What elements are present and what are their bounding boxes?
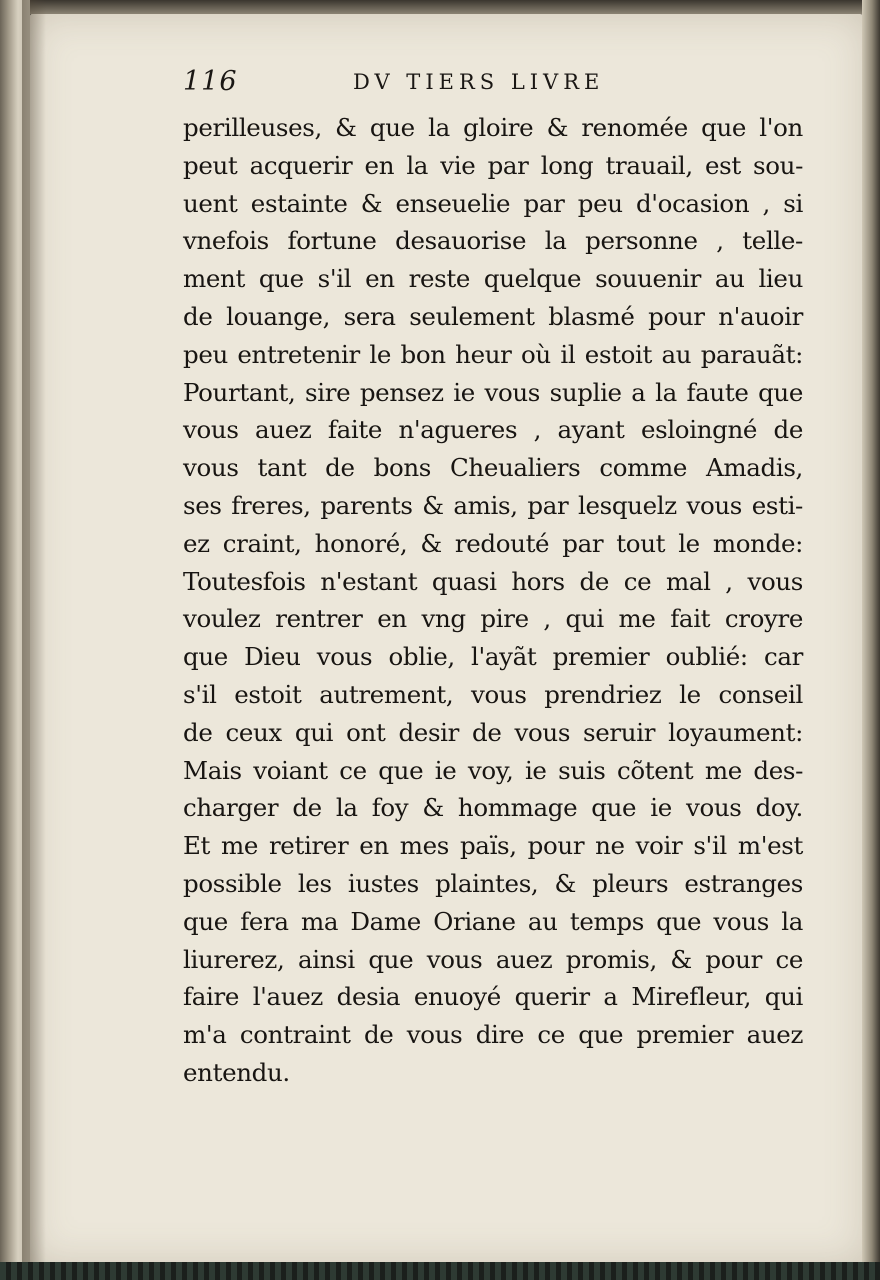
text-line: charger de la foy & hommage que ie vous doy.	[183, 793, 803, 823]
text-line: vous auez faite n'agueres , ayant esloingné de	[183, 415, 803, 445]
text-line: Pourtant, sire pensez ie vous suplie a la faute que	[183, 377, 803, 407]
text-line: m'a contraint de vous dire ce que premier auez	[183, 1020, 803, 1050]
text-line: peu entretenir le bon heur où il estoit au parauãt:	[183, 339, 803, 369]
text-line: ment que s'il en reste quelque souuenir au lieu	[183, 264, 803, 294]
running-head: DV TIERS LIVRE	[353, 70, 605, 94]
text-line: faire l'auez desia enuoyé querir a Mirefleur, qui	[183, 982, 803, 1012]
text-line: possible les iustes plaintes, & pleurs estranges	[183, 868, 803, 898]
text-line: uent estainte & enseuelie par peu d'ocasion , si	[183, 188, 803, 218]
text-line: s'il estoit autrement, vous prendriez le conseil	[183, 679, 803, 709]
text-line: ses freres, parents & amis, par lesquelz vous esti-	[183, 490, 803, 520]
text-line: ez craint, honoré, & redouté par tout le monde:	[183, 528, 803, 558]
page-header	[183, 66, 803, 102]
body-text	[183, 109, 803, 1092]
text-line: que Dieu vous oblie, l'ayãt premier oublié: car	[183, 642, 803, 672]
text-line: que fera ma Dame Oriane au temps que vous la	[183, 906, 803, 936]
text-line: peut acquerir en la vie par long trauail, est sou-	[183, 150, 803, 180]
page-fore-edge	[862, 0, 880, 1280]
text-line: de ceux qui ont desir de vous seruir loyaument:	[183, 717, 803, 747]
scan-bottom-border	[0, 1262, 880, 1280]
page-number: 116	[183, 66, 238, 97]
text-line: liurerez, ainsi que vous auez promis, & pour ce	[183, 944, 803, 974]
text-line: Toutesfois n'estant quasi hors de ce mal , vous	[183, 566, 803, 596]
text-line: vous tant de bons Cheualiers comme Amadis,	[183, 453, 803, 483]
text-line: Mais voiant ce que ie voy, ie suis cõtent me des-	[183, 755, 803, 785]
text-line: de louange, sera seulement blasmé pour n'auoir	[183, 301, 803, 331]
text-line: voulez rentrer en vng pire , qui me fait croyre	[183, 604, 803, 634]
gutter-shadow	[22, 0, 46, 1280]
scan-top-border	[0, 0, 880, 14]
text-line: perilleuses, & que la gloire & renomée que l'on	[183, 113, 803, 142]
text-line: vnefois fortune desauorise la personne , telle-	[183, 226, 803, 256]
text-line: Et me retirer en mes païs, pour ne voir s'il m'est	[183, 831, 803, 861]
text-line-last: entendu.	[183, 1057, 290, 1087]
